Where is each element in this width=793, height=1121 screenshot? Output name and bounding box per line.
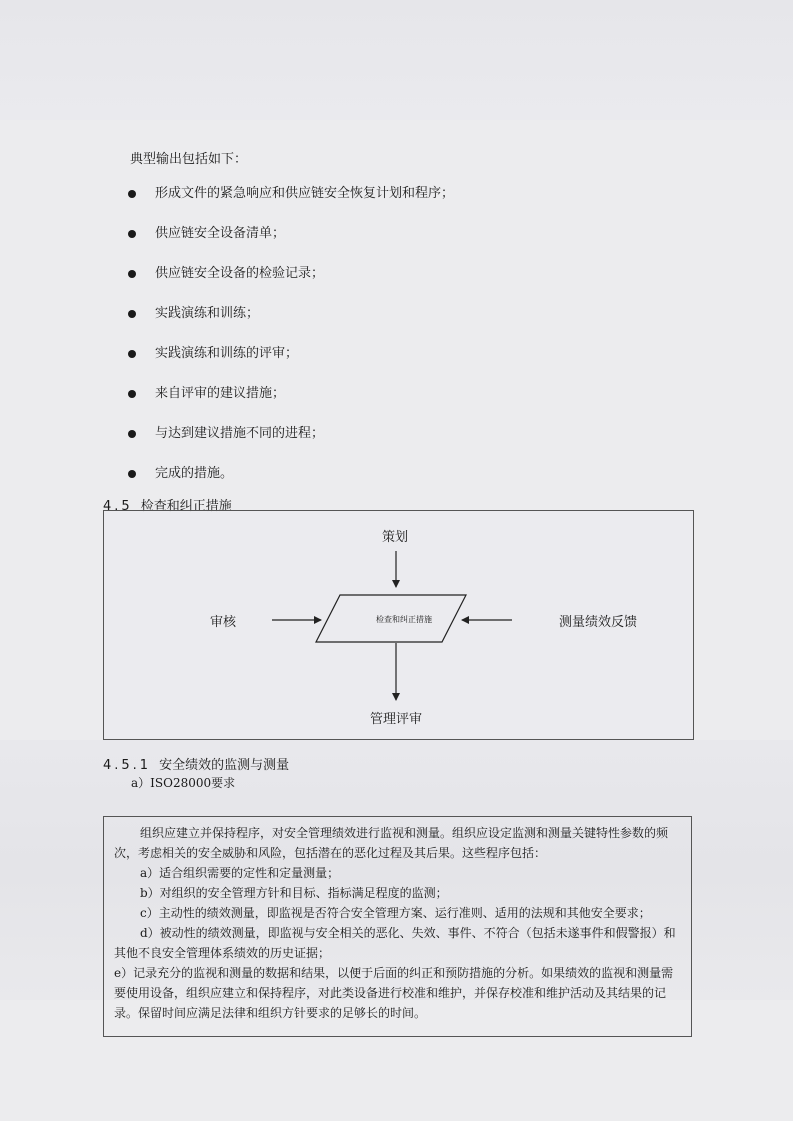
subsection-heading — [103, 754, 289, 773]
requirement-item-d: d）被动性的绩效测量，即监视与安全相关的恶化、失效、事件、不符合（包括未遂事件和假警报）和其他不良安全管理体系绩效的历史证据； — [114, 926, 676, 960]
node-performance-feedback: 测量绩效反馈 — [559, 615, 638, 630]
requirement-item-e: e）记录充分的监视和测量的数据和结果，以便于后面的纠正和预防措施的分析。如果绩效的监视和测量需要使用设备，组织应建立和保持程序，对此类设备进行校准和维护，并保存校准和维护活动及其结果的记录。保留时间应满足法律和组织方针要求的足够长的时间。 — [114, 966, 674, 1020]
requirement-item-b: b）对组织的安全管理方针和目标、指标满足程度的监测； — [140, 886, 448, 900]
list-item: 供应链安全设备清单； — [128, 224, 454, 264]
requirement-box — [103, 816, 692, 1037]
list-item: 供应链安全设备的检验记录； — [128, 264, 454, 304]
intro-text: 典型输出包括如下： — [130, 152, 248, 167]
list-item: 与达到建议措施不同的进程； — [128, 424, 454, 464]
node-check-corrective-action: 检查和纠正措施 — [376, 615, 432, 624]
flowchart — [103, 510, 694, 740]
node-management-review: 管理评审 — [370, 712, 423, 727]
subsection-number: 4.5.1 — [103, 758, 152, 773]
requirement-label: a）ISO28000要求 — [131, 776, 236, 790]
list-item: 实践演练和训练的评审； — [128, 344, 454, 384]
requirement-paragraph: 组织应建立并保持程序，对安全管理绩效进行监视和测量。组织应设定监测和测量关键特性参数的频次，考虑相关的安全威胁和风险，包括潜在的恶化过程及其后果。这些程序包括： — [114, 826, 669, 860]
section-number: 4.5 — [103, 499, 133, 514]
scan-shading-top — [0, 0, 793, 120]
list-item: 来自评审的建议措施； — [128, 384, 454, 424]
list-item: 形成文件的紧急响应和供应链安全恢复计划和程序； — [128, 184, 454, 224]
requirement-item-a: a）适合组织需要的定性和定量测量； — [140, 866, 340, 880]
node-plan: 策划 — [382, 530, 409, 545]
list-item: 完成的措施。 — [128, 464, 454, 504]
node-audit: 审核 — [210, 615, 237, 630]
section-title: 检查和纠正措施 — [140, 499, 232, 514]
output-list — [128, 184, 454, 504]
requirement-item-c: c）主动性的绩效测量，即监视是否符合安全管理方案、运行准则、适用的法规和其他安全要求； — [140, 906, 651, 920]
subsection-title: 安全绩效的监测与测量 — [159, 758, 290, 773]
list-item: 实践演练和训练； — [128, 304, 454, 344]
